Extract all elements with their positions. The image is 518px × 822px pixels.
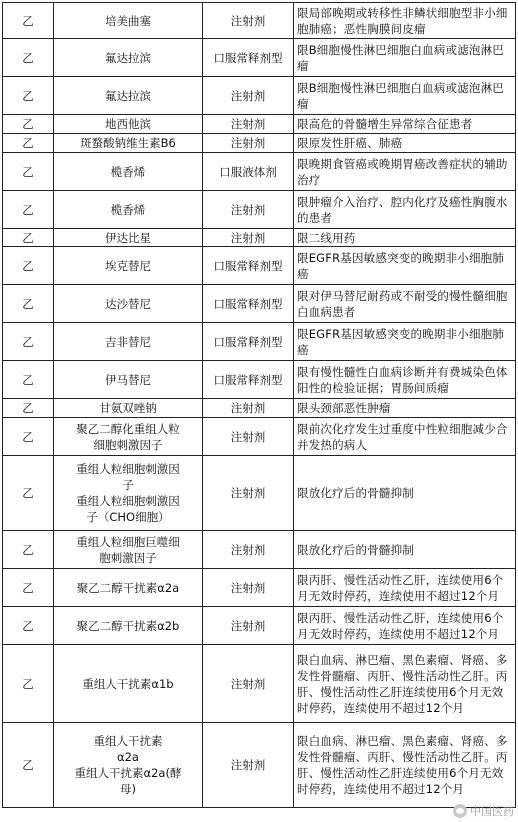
drug-name-line: α2a — [117, 750, 139, 764]
drug-name-line: 重组人粒细胞刺激因 — [76, 462, 180, 476]
drug-name-line: 聚乙二醇化重组人粒 — [76, 421, 180, 436]
drug-name-cell — [54, 247, 203, 285]
restriction-cell: 限晚期食管癌或晚期胃癌改善症状的辅助治疗 — [294, 153, 516, 191]
dosage-form-cell: 注射剂 — [203, 3, 294, 39]
table-row — [3, 191, 516, 229]
table-row — [3, 39, 516, 77]
drug-name-cell — [54, 191, 203, 229]
table-row — [3, 361, 516, 399]
drug-name-cell — [54, 153, 203, 191]
drug-name-line: 母) — [120, 782, 136, 796]
restriction-cell: 限局部晚期或转移性非鳞状细胞型非小细胞肺癌；恶性胸膜间皮瘤 — [294, 3, 516, 39]
dosage-form-cell: 注射剂 — [203, 115, 294, 134]
dosage-form-cell: 口服常释剂型 — [203, 361, 294, 399]
table-row — [3, 285, 516, 323]
dosage-form-cell: 注射剂 — [203, 723, 294, 808]
drug-name-cell — [54, 285, 203, 323]
restriction-cell: 限二线用药 — [294, 229, 516, 247]
drug-name-cell — [54, 607, 203, 645]
dosage-form-cell: 注射剂 — [203, 134, 294, 153]
dosage-form-cell: 注射剂 — [203, 229, 294, 247]
drug-name-cell — [54, 399, 203, 418]
category-cell: 乙 — [3, 191, 54, 229]
restriction-cell: 限丙肝、慢性活动性乙肝，连续使用6个月无效时停药，连续使用不超过12个月 — [294, 607, 516, 645]
category-cell: 乙 — [3, 134, 54, 153]
drug-name-line: 重组人干扰素α2a(酵 — [74, 766, 182, 780]
category-cell: 乙 — [3, 531, 54, 569]
drug-name-cell — [54, 418, 203, 456]
category-cell: 乙 — [3, 39, 54, 77]
restriction-cell: 限高危的骨髓增生异常综合征患者 — [294, 115, 516, 134]
watermark-text: 中国医药 — [470, 805, 514, 818]
category-cell: 乙 — [3, 723, 54, 808]
restriction-cell: 限肿瘤介入治疗、腔内化疗及癌性胸腹水的患者 — [294, 191, 516, 229]
drug-name-line: 聚乙二醇干扰素α2b — [76, 618, 180, 633]
category-cell: 乙 — [3, 456, 54, 531]
category-cell: 乙 — [3, 285, 54, 323]
category-cell: 乙 — [3, 247, 54, 285]
drug-name-line: 氟达拉滨 — [105, 50, 151, 65]
drug-name-line: 重组人粒细胞巨噬细 — [76, 534, 180, 549]
restriction-cell: 限EGFR基因敏感突变的晚期非小细胞肺癌 — [294, 323, 516, 361]
drug-name-line: 榄香烯 — [110, 202, 146, 217]
drug-name-line: 伊达比星 — [105, 230, 151, 245]
restriction-cell: 限原发性肝癌、肺癌 — [294, 134, 516, 153]
drug-name-line: 聚乙二醇干扰素α2a — [76, 580, 180, 595]
drug-name-cell — [54, 115, 203, 134]
table-row — [3, 607, 516, 645]
table-row — [3, 531, 516, 569]
category-cell: 乙 — [3, 3, 54, 39]
table-row — [3, 247, 516, 285]
table-row — [3, 153, 516, 191]
drug-name-line: 培美曲塞 — [105, 13, 151, 28]
watermark — [453, 803, 514, 819]
drug-table — [2, 2, 516, 808]
dosage-form-cell: 口服常释剂型 — [203, 39, 294, 77]
drug-name-line: 重组人粒细胞刺激因 — [76, 494, 180, 508]
drug-name-cell — [54, 134, 203, 153]
restriction-cell: 限白血病、淋巴瘤、黑色素瘤、肾癌、多发性骨髓瘤、丙肝、慢性活动性乙肝。丙肝、慢性活动性乙肝连续使用6个月无效时停药，连续使用不超过12个月 — [294, 645, 516, 723]
category-cell: 乙 — [3, 645, 54, 723]
dosage-form-cell: 注射剂 — [203, 531, 294, 569]
dosage-form-cell: 口服液体剂 — [203, 153, 294, 191]
drug-name-cell — [54, 77, 203, 115]
dosage-form-cell: 注射剂 — [203, 645, 294, 723]
drug-name-line: 伊马替尼 — [105, 372, 151, 387]
table-row — [3, 723, 516, 808]
drug-name-line: 地西他滨 — [105, 117, 151, 131]
table-body — [3, 3, 516, 808]
table-row — [3, 399, 516, 418]
dosage-form-cell: 注射剂 — [203, 191, 294, 229]
dosage-form-cell: 注射剂 — [203, 607, 294, 645]
drug-name-cell — [54, 569, 203, 607]
dosage-form-cell: 口服常释剂型 — [203, 285, 294, 323]
category-cell: 乙 — [3, 569, 54, 607]
drug-name-cell — [54, 361, 203, 399]
dosage-form-cell: 口服常释剂型 — [203, 323, 294, 361]
drug-name-cell — [54, 723, 203, 808]
category-cell: 乙 — [3, 361, 54, 399]
drug-name-line: 吉非替尼 — [105, 334, 151, 349]
category-cell: 乙 — [3, 399, 54, 418]
table-row — [3, 115, 516, 134]
table-row — [3, 645, 516, 723]
category-cell: 乙 — [3, 153, 54, 191]
dosage-form-cell: 注射剂 — [203, 399, 294, 418]
restriction-cell: 限对伊马替尼耐药或不耐受的慢性髓细胞白血病患者 — [294, 285, 516, 323]
drug-name-line: 胞刺激因子 — [99, 550, 157, 565]
restriction-cell: 限有慢性髓性白血病诊断并有费城染色体阳性的检验证据；胃肠间质瘤 — [294, 361, 516, 399]
drug-name-line: 榄香烯 — [110, 164, 146, 179]
drug-name-cell — [54, 3, 203, 39]
restriction-cell: 限B细胞慢性淋巴细胞白血病或滤泡淋巴瘤 — [294, 39, 516, 77]
dosage-form-cell: 口服常释剂型 — [203, 247, 294, 285]
drug-name-line: 甘氨双唑钠 — [99, 401, 157, 415]
drug-name-line: 达沙替尼 — [105, 296, 151, 311]
restriction-cell: 限B细胞慢性淋巴细胞白血病或滤泡淋巴瘤 — [294, 77, 516, 115]
table-row — [3, 134, 516, 153]
table-row — [3, 456, 516, 531]
drug-name-line: 子（CHO细胞） — [86, 510, 170, 524]
table-row — [3, 418, 516, 456]
category-cell: 乙 — [3, 323, 54, 361]
restriction-cell: 限放化疗后的骨髓抑制 — [294, 456, 516, 531]
table-row — [3, 229, 516, 247]
category-cell: 乙 — [3, 418, 54, 456]
drug-name-line: 氟达拉滨 — [105, 88, 151, 103]
drug-name-cell — [54, 531, 203, 569]
wechat-icon — [453, 804, 467, 818]
drug-name-cell — [54, 645, 203, 723]
dosage-form-cell: 注射剂 — [203, 77, 294, 115]
table-row — [3, 569, 516, 607]
category-cell: 乙 — [3, 229, 54, 247]
category-cell: 乙 — [3, 607, 54, 645]
drug-name-line: 斑蝥酸钠维生素B6 — [80, 136, 176, 150]
restriction-cell: 限EGFR基因敏感突变的晚期非小细胞肺癌 — [294, 247, 516, 285]
drug-name-line: 子 — [122, 478, 134, 492]
dosage-form-cell: 注射剂 — [203, 456, 294, 531]
category-cell: 乙 — [3, 115, 54, 134]
restriction-cell: 限头颈部恶性肿瘤 — [294, 399, 516, 418]
table-row — [3, 3, 516, 39]
restriction-cell: 限前次化疗发生过重度中性粒细胞减少合并发热的病人 — [294, 418, 516, 456]
drug-name-line: 重组人干扰素 — [93, 734, 163, 748]
table-row — [3, 77, 516, 115]
category-cell: 乙 — [3, 77, 54, 115]
drug-name-cell — [54, 456, 203, 531]
drug-name-line: 重组人干扰素α1b — [82, 676, 174, 691]
dosage-form-cell: 注射剂 — [203, 418, 294, 456]
restriction-cell: 限放化疗后的骨髓抑制 — [294, 531, 516, 569]
restriction-cell: 限白血病、淋巴瘤、黑色素瘤、肾癌、多发性骨髓瘤、丙肝、慢性活动性乙肝。丙肝、慢性活动性乙肝连续使用6个月无效时停药，连续使用不超过12个月 — [294, 723, 516, 808]
drug-name-cell — [54, 39, 203, 77]
table-row — [3, 323, 516, 361]
drug-name-cell — [54, 229, 203, 247]
drug-name-line: 细胞刺激因子 — [93, 437, 163, 452]
restriction-cell: 限丙肝、慢性活动性乙肝，连续使用6个月无效时停药，连续使用不超过12个月 — [294, 569, 516, 607]
drug-name-line: 埃克替尼 — [105, 258, 151, 273]
drug-name-cell — [54, 323, 203, 361]
dosage-form-cell: 注射剂 — [203, 569, 294, 607]
